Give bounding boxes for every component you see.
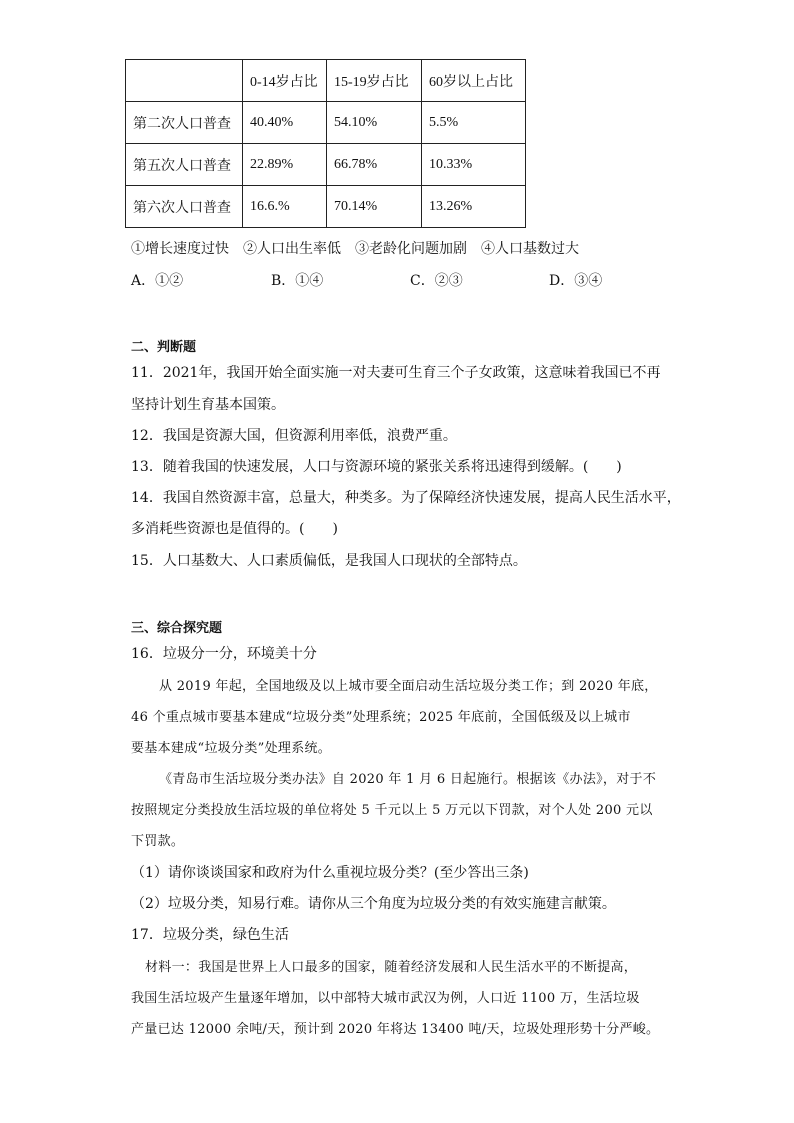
q17-material1-line3: 产量已达 12000 余吨/天，预计到 2020 年将达 13400 吨/天，垃圾处理形势十分严峻。 — [131, 1022, 660, 1037]
question-14-line1: 14．我国自然资源丰富，总量大，种类多。为了保障经济快速发展，提高人民生活水平， — [131, 490, 681, 506]
question-16-sub1: （1）请你谈谈国家和政府为什么重视垃圾分类？(至少答出三条) — [131, 865, 529, 881]
table-cell: 70.14% — [327, 186, 422, 228]
table-header-cell: 60岁以上占比 — [422, 60, 526, 102]
census-table — [125, 59, 526, 228]
choice-a: A．①② — [131, 273, 184, 289]
q17-material1-line2: 我国生活垃圾产生量逐年增加，以中部特大城市武汉为例，人口近 1100 万，生活垃圾 — [131, 991, 640, 1006]
question-11-line2: 坚持计划生育基本国策。 — [131, 397, 285, 413]
question-16-title: 16．垃圾分一分，环境美十分 — [131, 646, 317, 662]
table-cell: 66.78% — [327, 144, 422, 186]
question-11-line1: 11．2021年，我国开始全面实施一对夫妻可生育三个子女政策，这意味着我国已不再 — [131, 365, 661, 381]
table-header-cell: 15-19岁占比 — [327, 60, 422, 102]
q16-paragraph2-line3: 下罚款。 — [131, 834, 185, 849]
table-cell: 40.40% — [243, 102, 327, 144]
choice-b: B．①④ — [271, 273, 324, 289]
q16-paragraph1-line3: 要基本建成“垃圾分类”处理系统。 — [131, 741, 332, 756]
choice-c: C．②③ — [410, 273, 463, 289]
table-row — [126, 102, 526, 144]
choice-d: D．③④ — [549, 273, 603, 289]
q17-material1-line1: 材料一：我国是世界上人口最多的国家，随着经济发展和人民生活水平的不断提高， — [145, 960, 638, 975]
table-row — [126, 186, 526, 228]
q16-paragraph2-line2: 按照规定分类投放生活垃圾的单位将处 5 千元以上 5 万元以下罚款，对个人处 200 元以 — [131, 803, 653, 818]
table-cell: 16.6.% — [243, 186, 327, 228]
section-title-inquiry: 三、综合探究题 — [131, 621, 223, 636]
q16-paragraph1-line1: 从 2019 年起，全国地级及以上城市要全面启动生活垃圾分类工作；到 2020 年底， — [159, 679, 658, 694]
question-17-title: 17．垃圾分类，绿色生活 — [131, 927, 289, 943]
question-15: 15．人口基数大、人口素质偏低，是我国人口现状的全部特点。 — [131, 553, 527, 569]
table-header-cell — [126, 60, 243, 102]
question-13: 13．随着我国的快速发展，人口与资源环境的紧张关系将迅速得到缓解。( ) — [131, 459, 622, 475]
section-title-judgement: 二、判断题 — [131, 340, 197, 355]
table-cell: 22.89% — [243, 144, 327, 186]
table-cell: 第二次人口普查 — [126, 102, 243, 144]
table-cell: 13.26% — [422, 186, 526, 228]
table-cell: 第六次人口普查 — [126, 186, 243, 228]
q16-paragraph1-line2: 46 个重点城市要基本建成“垃圾分类”处理系统；2025 年底前，全国低级及以上城市 — [131, 710, 631, 725]
table-cell: 10.33% — [422, 144, 526, 186]
table-row — [126, 144, 526, 186]
table-header-cell: 0-14岁占比 — [243, 60, 327, 102]
table-cell: 第五次人口普查 — [126, 144, 243, 186]
table-cell: 5.5% — [422, 102, 526, 144]
q10-options-line: ①增长速度过快 ②人口出生率低 ③老龄化问题加剧 ④人口基数过大 — [131, 241, 579, 257]
q16-paragraph2-line1: 《青岛市生活垃圾分类办法》自 2020 年 1 月 6 日起施行。根据该《办法》，对于不 — [159, 772, 657, 787]
question-14-line2: 多消耗些资源也是值得的。( ) — [131, 521, 338, 537]
question-12: 12．我国是资源大国，但资源利用率低，浪费严重。 — [131, 428, 457, 444]
question-16-sub2: （2）垃圾分类，知易行难。请你从三个角度为垃圾分类的有效实施建言献策。 — [131, 896, 616, 912]
table-cell: 54.10% — [327, 102, 422, 144]
table-header-row — [126, 60, 526, 102]
